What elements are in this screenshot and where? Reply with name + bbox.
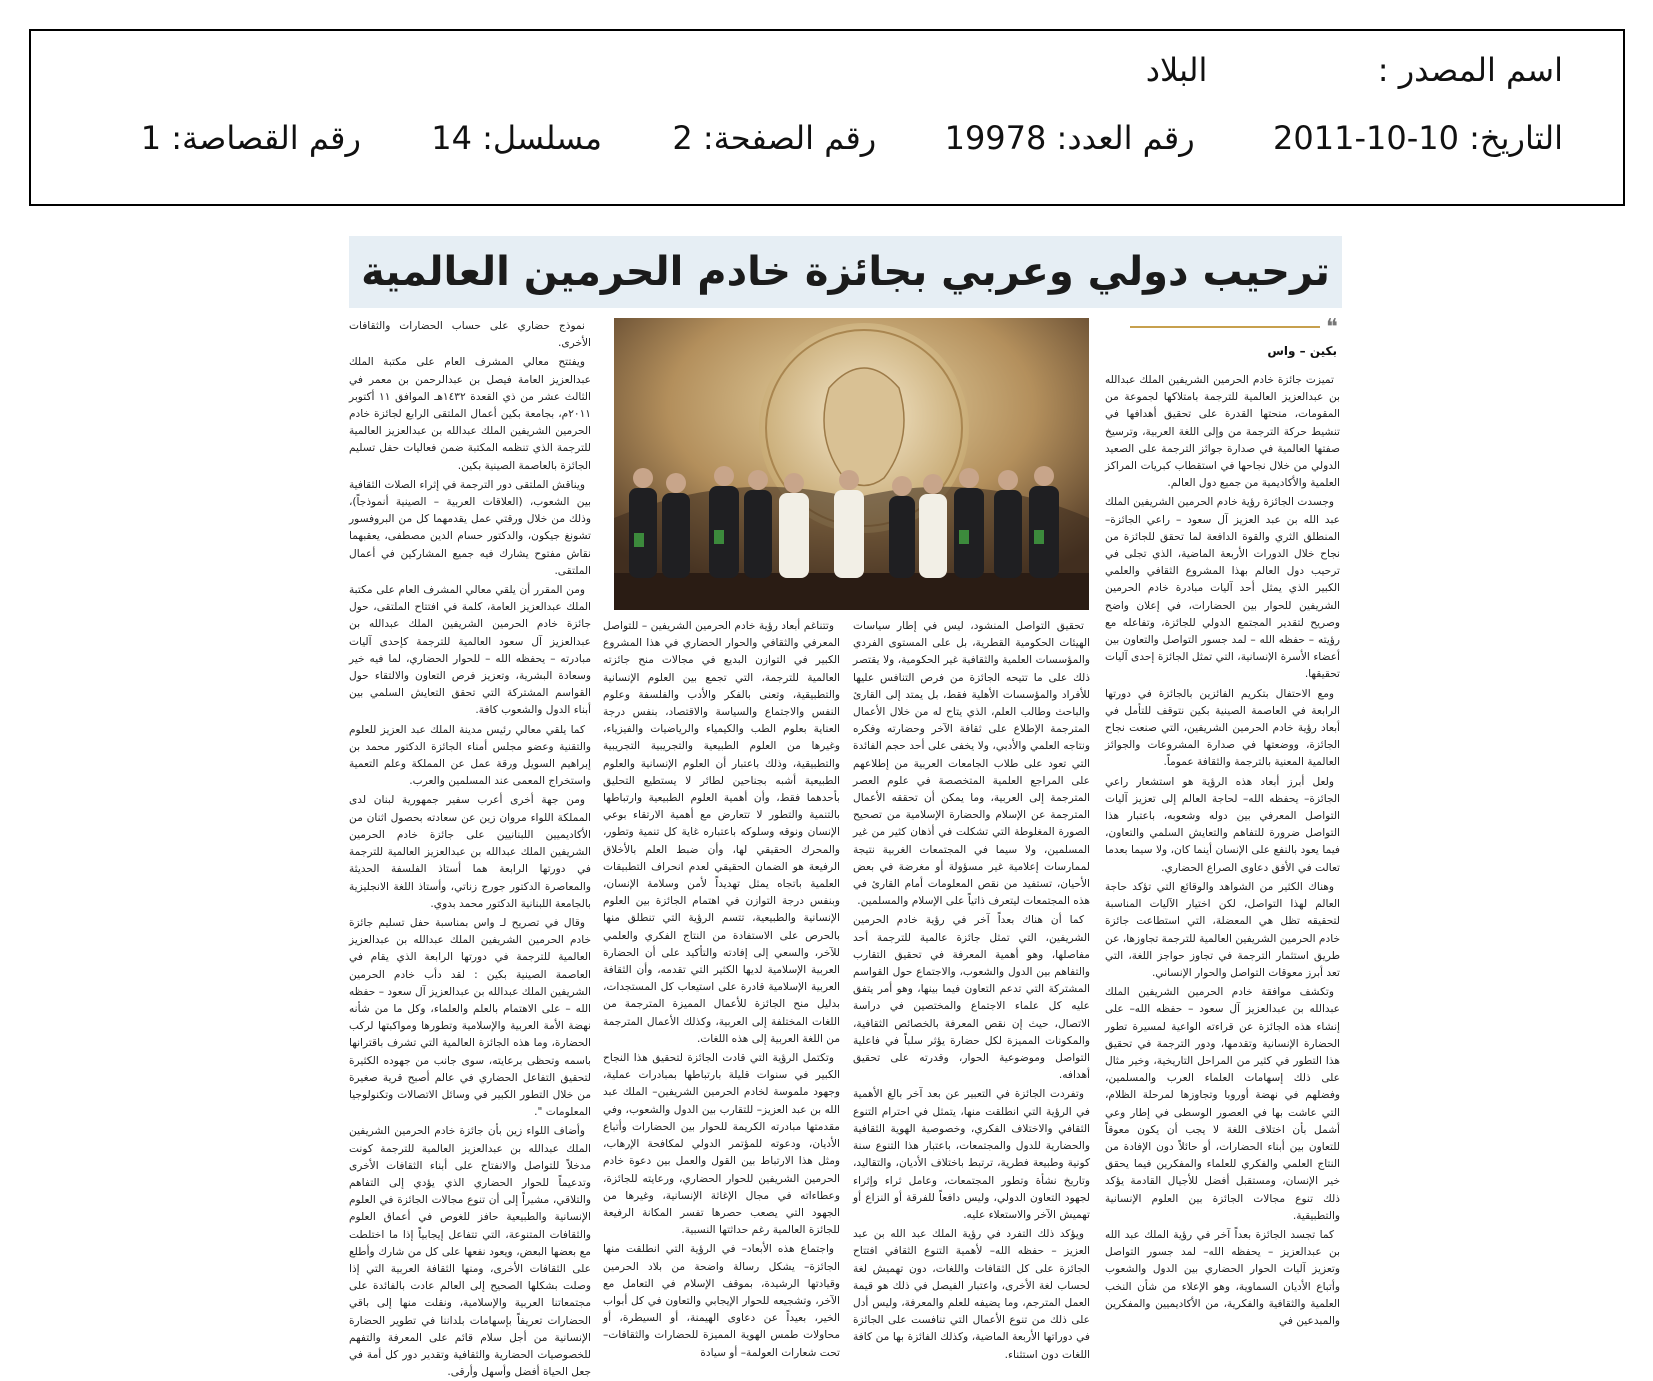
article-paragraph: تحقيق التواصل المنشود، ليس في إطار سياسات الهيئات الحكومية القطرية، بل على المستوى الفردي والمؤسسات العلمية والثقافية غير الحكومية، ولا يقتصر ذلك على ما تتيحه الجائزة من فرص التنافس عليها للأفراد والمؤسسات الأهلية فقط، بل يمتد إلى القارئ والباحث وطالب العلم، الذي يتاح له من خلال الأعمال المترجمة الإطلاع على ثقافة الآخر وحضارته وفكره ونتاجه العلمي والأدبي، ولا يخفى على أحد حجم الفائدة التي تعود على طلاب الجامعات العربية من إطلاعهم على المراجع العلمية المتخصصة في علوم العصر المترجمة إلى العربية، وما يمكن أن تحققه الأعمال المترجمة عن الإسلام والحضارة الإسلامية من تصحيح الصورة المغلوطة التي تشكلت في أذهان كثير من غير المسلمين، ولا سيما في المجتمعات الغربية نتيجة لممارسات إعلامية غير مسؤولة أو مغرضة في بعض الأحيان، تستفيد من نقص المعلومات أمام القارئ في هذه المجتمعات ليتعرف ذاتياً على الإسلام والمسلمين. bbox=[853, 620, 1090, 908]
issue-label: رقم العدد: bbox=[1056, 119, 1195, 157]
ceremony-photo bbox=[614, 318, 1089, 610]
article-paragraph: كما أن هناك بعداً آخر في رؤية خادم الحرمين الشريفين، التي تمثل جائزة عالمية للترجمة أحد مفاصلها، وهو أهمية المعرفة في تحقيق التقارب والتفاهم بين الدول والشعوب، والاجتماع حول القواسم المشتركة التي تدعم التعاون فيما بينها، وهو أمر يتفق عليه كل علماء الاجتماع والمختصين في دراسة الاتصال، حيث إن نقص المعرفة بالخصائص الثقافية، والمكونات المميزة لكل حضارة يؤثر سلباً في فاعلية التواصل وموضوعية الحوار، وقدرته على تحقيق أهدافه. bbox=[853, 914, 1090, 1082]
clip-value: 1 bbox=[140, 119, 162, 157]
article-paragraph: وتكتمل الرؤية التي قادت الجائزة لتحقيق هذا النجاح الكبير في سنوات قليلة بارتباطها بمبادرات عملية، وجهود ملموسة لخادم الحرمين الشريفين– الملك عبد الله بن عبد العزيز– للتقارب بين الدول والشعوب، وفي مقدمتها مبادرته الكريمة للحوار بين الحضارات وأتباع الأديان، ودعوته للمؤتمر الدولي لمكافحة الإرهاب، ومثل هذا الارتباط بين القول والعمل بين دعوة خادم الحرمين الشريفين للحوار الحضاري، ورعايته للجائزة، وعطاءاته في مجال الإغاثة الإنسانية، وغيرها من الجهود التي يصعب حصرها تفسر المكانة الرفيعة للجائزة العالمية رغم حداثتها النسبية. bbox=[603, 1052, 840, 1237]
article-paragraph: ويؤكد ذلك التفرد في رؤية الملك عبد الله بن عبد العزيز – حفظه الله– لأهمية التنوع الثقافي افتتاح الجائزة على كل الثقافات واللغات، دون تهميش لغة لحساب لغة الأخرى، واعتبار الفيصل في ذلك هو قيمة العمل المترجم، وما يضيفه للعلم والمعرفة، وليس أدل على ذلك من تنوع الأعمال التي تنافست على الجائزة في دوراتها الأربعة الماضية، وكذلك الفائزة بها من كافة اللغات دون استثناء. bbox=[853, 1228, 1090, 1361]
clipping-metadata-box bbox=[29, 29, 1625, 206]
article-column-1 bbox=[1105, 372, 1340, 1327]
article-headline: ترحيب دولي وعربي بجائزة خادم الحرمين العالمية bbox=[349, 236, 1342, 308]
source-value: البلاد bbox=[1145, 51, 1208, 89]
article-paragraph: وأضاف اللواء زين بأن جائزة خادم الحرمين الشريفين الملك عبدالله بن عبدالعزيز العالمية للترجمة كونت مدخلاً للتواصل والانفتاح على أبناء الثقافات الأخرى وتدعيماً للحوار الحضاري الذي يؤدي إلى التفاهم والتلاقي، مشيراً إلى أن تنوع مجالات الجائزة في العلوم الإنسانية والطبيعية حافز للغوص في أعماق العلوم والثقافات المتنوعة، التي تتفاعل إيجابياً إذا ما اختلطت مع بعضها البعض، ويعود نفعها على كل من شارك وأطلع على الثقافات الأخرى، ومنها الثقافة العربية التي إذا وصلت بشكلها الصحيح إلى العالم عادت بالفائدة على مجتمعاتنا العربية والإسلامية، ونقلت منها إلى باقي الحضارات تعريفاً بإسهامات بلداننا في تطوير الحضارة الإنسانية من أجل سلام قائم على المعرفة والتفهم للخصوصيات الحضارية والثقافية وتقدير دور كل أمة في جعل الحياة أفضل وأسهل وأرقى. bbox=[349, 1125, 591, 1379]
article-column-2 bbox=[853, 618, 1090, 1361]
article-paragraph: ومن جهة أخرى أعرب سفير جمهورية لبنان لدى المملكة اللواء مروان زين عن سعادته بحصول اثنان من الأكاديميين اللبنانيين على جائزة خادم الحرمين الشريفين الملك عبدالله بن عبدالعزيز العالمية للترجمة في دورتها الرابعة هما أستاذ الفلسفة الحديثة والمعاصرة الدكتور جورج زناتي، وأستاذ اللغة الانجليزية بالجامعة اللبنانية الدكتور محمد بدوي. bbox=[349, 794, 591, 910]
article-paragraph: تميزت جائزة خادم الحرمين الشريفين الملك عبدالله بن عبدالعزيز العالمية للترجمة بامتلاكها لجموعة من المقومات، منحتها القدرة على تحقيق أهدافها في تنشيط حركة الترجمة من وإلى اللغة العربية، وترسيخ صفتها العالمية في صدارة جوائز الترجمة على الصعيد الدولي من خلال نجاحها في استقطاب كبريات المراكز العلمية والأكاديمية من جميع دول العالم. bbox=[1105, 374, 1340, 490]
article-paragraph: كما يلقي معالي رئيس مدينة الملك عبد العزيز للعلوم والتقنية وعضو مجلس أمناء الجائزة الدكتور محمد بن إبراهيم السويل ورقة عمل عن المملكة وعلم التعمية واستخراج المعمى عند المسلمين والعرب. bbox=[349, 723, 591, 788]
article-paragraph: ولعل أبرز أبعاد هذه الرؤية هو استشعار راعي الجائزة– يحفظه الله– لحاجة العالم إلى تعزيز آليات التواصل المعرفي بين دوله وشعوبه، باعتبار هذا التواصل ضرورة للتفاهم والتعايش السلمي والتعاون، فيما يعود بالنفع على الإنسان أينما كان، ولا سيما بعدما تعالت في الأفق دعاوى الصراع الحضاري. bbox=[1105, 775, 1340, 874]
article-paragraph: واجتماع هذه الأبعاد– في الرؤية التي انطلقت منها الجائزة– يشكل رسالة واضحة من بلاد الحرمين وقيادتها الرشيدة، بموقف الإسلام في التعامل مع الآخر، وتشجيعه للحوار الإيجابي والتعاون في كل أبواب الخير، بعيداً عن دعاوى الهيمنة، أو السيطرة، أو محاولات طمس الهوية المميزة للحضارات والثقافات– تحت شعارات العولمة– أو سيادة bbox=[603, 1243, 840, 1359]
article-paragraph: وتفردت الجائزة في التعبير عن بعد آخر بالغ الأهمية في الرؤية التي انطلقت منها، يتمثل في احترام التنوع الثقافي والاختلاف الفكري، وخصوصية الهوية الثقافية والحضارية للدول والمجتمعات، باعتبار هذا التنوع سنة كونية وطبيعة فطرية، ترتبط باختلاف الأديان، والتقاليد، وتاريخ نشأة وتطور المجتمعات، وعامل ثراء وإثراء لجهود التعاون الدولي، وليس دافعاً للفرقة أو النزاع أو تهميش الآخر والاستعلاء عليه. bbox=[853, 1088, 1090, 1221]
ceremony-photo-graphic bbox=[614, 318, 1089, 610]
source-label: اسم المصدر : bbox=[1377, 51, 1563, 89]
article-paragraph: نموذج حضاري على حساب الحضارات والثقافات الأخرى. bbox=[349, 320, 591, 350]
article-paragraph: ومن المقرر أن يلقي معالي المشرف العام على مكتبة الملك عبدالعزيز العامة، كلمة في افتتاح الملتقى، حول جائزة خادم الحرمين الشريفين الملك عبدالله بن عبدالعزيز آل سعود العالمية للترجمة كإحدى آليات مبادرته – يحفظه الله – للحوار الحضاري، لما فيه خير وسعادة البشرية، وتعزيز فرص التعاون والالتقاء حول القواسم المشتركة التي تحقق التعايش السلمي بين أبناء الدول والشعوب كافة. bbox=[349, 584, 591, 717]
article-paragraph: وجسدت الجائزة رؤية خادم الحرمين الشريفين الملك عبد الله بن عبد العزيز آل سعود – راعي الجائزة– المنطلق الثري والقوة الدافعة لما تحقق للجائزة من نجاح خلال الدورات الأربعة الماضية، الذي تجلى في ترحيب دول العالم بهذا المشروع الثقافي والعلمي الكبير الذي يمثل أحد آليات مبادرة خادم الحرمين الشريفين للحوار بين الحضارات، في إعلان واضح وصريح لتقدير المجتمع الدولي للجائزة، وتفاعله مع رؤيته – حفظه الله – لمد جسور التواصل والتعاون بين أعضاء الأسرة الإنسانية، التي تمثل الجائزة إحدى آليات تحقيقها. bbox=[1105, 496, 1340, 681]
article-paragraph: وقال في تصريح لـ واس بمناسبة حفل تسليم جائزة خادم الحرمين الشريفين الملك عبدالله بن عبدالعزيز العالمية للترجمة في دورتها الرابعة الذي يقام في العاصمة الصينية بكين : لقد دأب خادم الحرمين الشريفين الملك عبدالله بن عبدالعزيز آل سعود – حفظه الله – على الاهتمام بالعلم والعلماء، وكل ما من شأنه نهضة الأمة العربية والإسلامية وتطورها ومواكبتها لركب الحضارة، وما هذه الجائزة العالمية التي تشرف باقترانها باسمه وتحظى برعايته، سوى جانب من جهوده الكثيرة لتحقيق التفاعل الحضاري في عالم أصبح قرية صغيرة من خلال التطور الكبير في وسائل الاتصالات وتكنولوجيا المعلومات ". bbox=[349, 916, 591, 1119]
article-paragraph: وتتناغم أبعاد رؤية خادم الحرمين الشريفين – للتواصل المعرفي والثقافي والحوار الحضاري في هذا المشروع الكبير في التوازن البديع في مجالات منح جائزته العالمية للترجمة، التي تجمع بين العلوم الإنسانية والتطبيقية، وتعنى بالفكر والأدب والفلسفة وعلوم النفس والاجتماع والسياسة والاقتصاد، بنفس درجة العناية بعلوم الطب والكيمياء والرياضيات والفيزياء، وغيرها من العلوم الطبيعية والتجريبية التجريبية والتطبيقية، وذلك باعتبار أن العلوم الإنسانية والعلوم الطبيعية أشبه بجناحين لطائر لا يستطيع التحليق بأحدهما فقط، وأن أهمية العلوم الطبيعية وارتباطها بالتنمية والتطور لا تتعارض مع أهمية الارتقاء بوعي الإنسان ونوقه وسلوكه باعتباره غاية كل تنمية وتطور، والمحرك الحقيقي لها، وأن ضبط العلم بالأخلاق الرفيعة هو الضمان الحقيقي لعدم انحراف التطبيقات العلمية باتجاه يمثل تهديداً لأمن وسلامة الإنسان، وبنفس درجة التوازن في اهتمام الجائزة بين العلوم الإنسانية والطبيعية، تتسم الرؤية التي تنطلق منها بالحرص على الاستفادة من النتاج الفكري والعلمي للآخر، والسعي إلى إفادته والتأكيد على أن الحضارة العربية الإسلامية لديها الكثير التي تقدمه، وأن الثقافة العربية الإسلامية قادرة على استيعاب كل المستجدات، بدليل منح الجائزة للأعمال المميزة المترجمة من اللغات المختلفة إلى العربية، وكذلك الأعمال المترجمة من اللغة العربية إلى هذه اللغات. bbox=[603, 620, 840, 1045]
article-paragraph: كما تجسد الجائزة بعداً آخر في رؤية الملك عبد الله بن عبدالعزيز – يحفظه الله– لمد جسور التواصل وتعزيز آليات الحوار الحضاري بين الدول والشعوب وأتباع الأديان السماوية، وهو الإعلاء من شأن النخب العلمية والثقافية والفكرية، من الأكاديميين والمفكرين والمبدعين في bbox=[1105, 1228, 1340, 1327]
article-paragraph: ويناقش الملتقى دور الترجمة في إثراء الصلات الثقافية بين الشعوب، (العلاقات العربية – الصينية أنموذجاً)، وذلك من خلال ورقتي عمل يقدمهما كل من البروفسور تشونغ جيكون، والدكتور حسام الدين مصطفى، يعقبهما نقاش مفتوح يشارك فيه جميع المشاركين في أعمال الملتقى. bbox=[349, 478, 591, 577]
date-label: التاريخ: bbox=[1469, 119, 1563, 157]
decorative-rule bbox=[1130, 326, 1320, 328]
serial-value: 14 bbox=[431, 119, 472, 157]
page-value: 2 bbox=[672, 119, 693, 157]
issue-value: 19978 bbox=[944, 119, 1047, 157]
article-byline: بكين – واس bbox=[1267, 344, 1337, 358]
quote-icon: ❝ bbox=[1326, 315, 1338, 340]
clip-label: رقم القصاصة: bbox=[171, 119, 361, 157]
details-line bbox=[141, 119, 1563, 157]
article-column-4 bbox=[349, 318, 591, 1379]
article-paragraph: ويفتتح معالي المشرف العام على مكتبة الملك عبدالعزيز العامة فيصل بن عبدالرحمن بن معمر في الثالث عشر من ذي القعدة ١٤٣٢هـ الموافق ١١ أكتوبر ٢٠١١م، بجامعة بكين أعمال الملتقى الرابع لجائزة خادم الحرمين الشريفين الملك عبدالله بن عبدالعزيز العالمية للترجمة الذي تنظمه المكتبة ضمن فعاليات حفل تسليم الجائزة بالعاصمة الصينية بكين. bbox=[349, 356, 591, 472]
article-paragraph: ومع الاحتفال بتكريم الفائزين بالجائزة في دورتها الرابعة في العاصمة الصينية بكين نتوقف للتأمل في أبعاد رؤية خادم الحرمين الشريفين، التي صنعت نجاح الجائزة، ووضعتها في صدارة المشروعات والجوائز العالمية المعنية بالترجمة والثقافة عموماً. bbox=[1105, 687, 1340, 769]
source-line bbox=[1146, 51, 1563, 89]
date-value: 2011-10-10 bbox=[1273, 119, 1459, 157]
article-paragraph: وتكشف موافقة خادم الحرمين الشريفين الملك عبدالله بن عبدالعزيز آل سعود – حفظه الله– على إنشاء هذه الجائزة عن قراءته الواعية لمسيرة تطور الحضارة الإنسانية وتقدمها، ودور الترجمة في تحقيق هذا التطور في كثير من المراحل التاريخية، وخير مثال على ذلك إسهامات العلماء العرب والمسلمين، وفضلهم في نهضة أوروبا وتجاوزها لمرحلة الظلام، التي عاشت بها في العصور الوسطى في إطار وعي أشمل بأن اختلاف اللغة لا يجب أن يكون معوقاً للتعاون بين أبناء الحضارات، أو حائلاً دون الإفادة من النتاج العلمي والفكري للعلماء والمفكرين فيما يحقق خير الإنسان، ومستقبل أفضل للأجيال القادمة يؤكد ذلك تنوع مجالات الجائزة بين العلوم الإنسانية والتطبيقية. bbox=[1105, 986, 1340, 1222]
article-column-3 bbox=[603, 618, 840, 1359]
page-label: رقم الصفحة: bbox=[702, 119, 877, 157]
serial-label: مسلسل: bbox=[482, 119, 602, 157]
article-paragraph: وهناك الكثير من الشواهد والوقائع التي تؤكد حاجة العالم لهذا التواصل، لكن اختيار الآليات المناسبة لتحقيقه تظل هي المعضلة، التي استطاعت جائزة خادم الحرمين الشريفين العالمية للترجمة تجاوزها، عن طريق استثمار الترجمة في تجاوز حواجز اللغة، التي تعد أبرز معوقات التواصل والحوار الإنساني. bbox=[1105, 880, 1340, 979]
